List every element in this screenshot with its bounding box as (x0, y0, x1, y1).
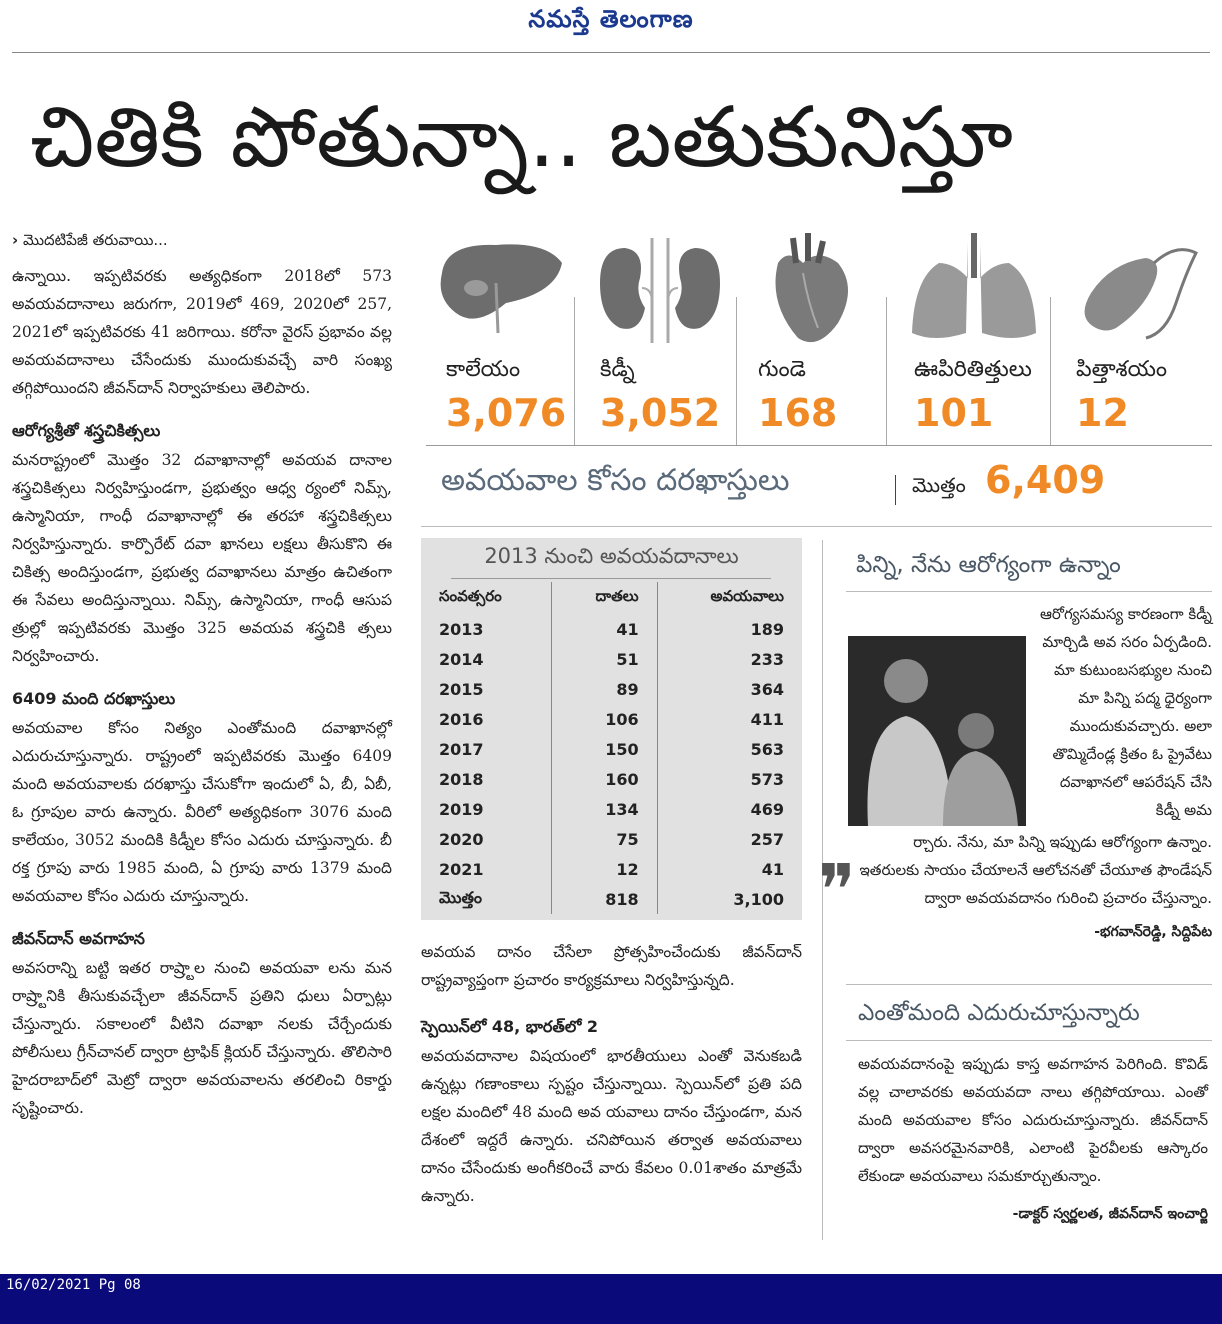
table-cell: 41 (761, 859, 784, 879)
table-cell: 257 (750, 829, 784, 849)
section-heading: ఆరోగ్యశ్రీతో శస్త్రచికిత్సలు (12, 421, 161, 440)
table-cell: 2014 (421, 644, 552, 674)
box1-text-a (1036, 600, 1212, 824)
table-row (421, 704, 802, 734)
box2-text (858, 1050, 1208, 1228)
donations-table (421, 582, 802, 914)
portrait-photo (848, 636, 1026, 826)
section-heading: 6409 మంది దరఖాస్తులు (12, 689, 176, 708)
liver-icon (436, 233, 568, 343)
divider (426, 445, 1212, 446)
column-header: దాతలు (552, 582, 657, 614)
requests-total: 6,409 (985, 458, 1106, 502)
box-title: ఎంతోమంది ఎదురుచూస్తున్నారు (858, 1000, 1140, 1026)
kicker (12, 226, 392, 254)
article-paragraph: అవసరాన్ని బట్టి ఇతర రాష్ర్టాల నుంచి అవయవా లను మన రాష్ర్టానికి తీసుకువచ్చేలా జీవన్‌దాన్ ప్రతిని ధులు ఏర్పాట్లు చేస్తున్నారు. సకాలంలో వీటిని దవాఖా నలకు చేర్చేందుకు పోలీసులు గ్రీన్‌చానల్ ద్వారా ట్రాఫిక్ క్లియర్ చేస్తున్నారు. తొలిసారి హైదరాబాద్‌లో మెట్రో ద్వారా అవయవాలను తరలించి రికార్డు సృష్టించారు. (12, 959, 392, 1117)
table-cell: 2019 (421, 794, 552, 824)
divider (846, 1040, 1212, 1041)
gallbladder-icon (1066, 233, 1206, 343)
table-cell: 2016 (421, 704, 552, 734)
table-cell: 41 (552, 614, 657, 644)
table-cell: 233 (750, 649, 784, 669)
divider (574, 297, 575, 445)
quote-text: అవయవదానంపై ఇప్పుడు కాస్త అవగాహన పెరిగింది. కొవిడ్ వల్ల చాలావరకు అవయవదా నాలు తగ్గిపోయాయి. ఎంతో మంది అవయవాల కోసం ఎదురుచూస్తున్నారు. జీవన్‌దాన్ ద్వారా అవసరమైనవారికి, ఎలాంటి పైరవీలకు ఆస్కారం లేకుండా అవయవాలు సమకూర్చుతున్నాం. (858, 1055, 1208, 1185)
left-column (12, 226, 392, 1122)
table-cell: 818 (552, 884, 657, 914)
table-cell: 364 (750, 679, 784, 699)
article-paragraph: అవయవదానాల విషయంలో భారతీయులు ఎంతో వెనుకబడి ఉన్నట్లు గణాంకాలు స్పష్టం చేస్తున్నాయి. స్పెయిన్‌లో ప్రతి పది లక్షల మందిలో 48 మంది అవ యవాలు దానం చేస్తుండగా, మన దేశంలో ఇద్దరే ఉన్నారు. చనిపోయిన తర్వాత అవయవాలు దానం చేసేందుకు అంగీకరించే వారు కేవలం 0.01శాతం మాత్రమే ఉన్నారు. (421, 1047, 802, 1205)
table-cell: 12 (552, 854, 657, 884)
table-cell: 160 (552, 764, 657, 794)
organ-name: పిత్తాశయం (1076, 357, 1168, 382)
table-cell: 75 (552, 824, 657, 854)
signature: -డాక్టర్ స్వర్ణలత, జీవన్‌దాన్ ఇంచార్జి (1012, 1206, 1208, 1222)
table-title: 2013 నుంచి అవయవదానాలు (484, 544, 739, 568)
box1-text-b (858, 828, 1212, 946)
table-row (421, 674, 802, 704)
organ-count: 3,076 (446, 391, 567, 435)
table-header-row (421, 582, 802, 614)
people-photo-icon (848, 636, 1026, 826)
quote-text: ర్చారు. నేను, మా పిన్ని ఇప్పుడు ఆరోగ్యంగా ఉన్నాం. ఇతరులకు సాయం చేయాలనే ఆలోచనతో చేయూత ఫౌండేషన్ ద్వారా అవయవదానం గురించి ప్రచారం చేస్తున్నాం. (859, 833, 1212, 907)
table-cell: 2017 (421, 734, 552, 764)
divider (1050, 297, 1051, 445)
organ-count: 101 (914, 391, 994, 435)
table-cell: 2021 (421, 854, 552, 884)
headline: చితికి పోతున్నా.. బతుకునిస్తూ (30, 88, 1014, 186)
article-paragraph: మనరాష్ట్రంలో మొత్తం 32 దవాఖానాల్లో అవయవ దానాల శస్త్రచికిత్సలు నిర్వహిస్తుండగా, ప్రభుత్వం ఆధ్వ ర్యంలో నిమ్స్, ఉస్మానియా, గాంధీ దవాఖానాల్లో ఈ తరహా శస్త్రచికిత్సలు నిర్వహిస్తున్నారు. కార్పొరేట్ దవా ఖానలు లక్షలు తీసుకొని ఈ చికిత్స అందిస్తుండగా, ప్రభుత్వ దవాఖానలు మాత్రం ఉచితంగా ఈ సేవలు అందిస్తున్నాయి. నిమ్స్, ఉస్మానియా, గాంధీ ఆసుప త్రుల్లో ఇప్పటివరకు మొత్తం 325 అవయవ శస్త్రచికి త్సలు నిర్వహించారు. (12, 451, 392, 665)
section-heading: స్పెయిన్‌లో 48, భారత్‌లో 2 (421, 1017, 599, 1036)
table-cell: 89 (552, 674, 657, 704)
organ-name: ఊపిరితిత్తులు (914, 357, 1032, 382)
organ-heart (740, 225, 890, 445)
article-paragraph: ఉన్నాయి. ఇప్పటివరకు అత్యధికంగా 2018లో 573 అవయవదానాలు జరుగగా, 2019లో 469, 2020లో 257, 2021లో ఇప్పటివరకు 41 జరిగాయి. కరోనా వైరస్ ప్రభావం వల్ల అవయవదానాలు చేసేందుకు ముందుకువచ్చే వారి సంఖ్య తగ్గిపోయిందని జీవన్‌దాన్ నిర్వాహకులు తెలిపారు. (12, 267, 392, 397)
organ-liver (428, 225, 578, 445)
table-cell: 2013 (421, 614, 552, 644)
donations-table-box (421, 538, 802, 920)
divider (886, 297, 887, 445)
table-cell: 150 (552, 734, 657, 764)
divider (12, 52, 1210, 53)
organ-count: 3,052 (600, 391, 721, 435)
table-cell: 2018 (421, 764, 552, 794)
masthead-logo: నమస్తే తెలంగాణ (528, 4, 694, 33)
section-heading: జీవన్‌దాన్ అవగాహన (12, 929, 145, 948)
requests-total-label: మొత్తం (912, 473, 966, 497)
organ-lungs (896, 225, 1046, 445)
divider (846, 591, 1212, 592)
table-cell: 106 (552, 704, 657, 734)
table-row (421, 824, 802, 854)
kidney-icon (590, 233, 730, 343)
column-header: అవయవాలు (710, 587, 784, 605)
table-cell: మొత్తం (421, 884, 552, 914)
table-row (421, 794, 802, 824)
footer-bar (0, 1274, 1222, 1324)
table-cell: 573 (750, 769, 784, 789)
footer-date: 16/02/2021 Pg 08 (6, 1277, 141, 1293)
table-cell: 134 (552, 794, 657, 824)
table-cell: 2020 (421, 824, 552, 854)
quote-text: ఆరోగ్యసమస్య కారణంగా కిడ్నీ మార్చిడి అవ సరం ఏర్పడింది. మా కుటుంబసభ్యుల నుంచి మా పిన్ని పద్మ ధైర్యంగా ముందుకువచ్చారు. అలా తొమ్మిదేండ్ల క్రితం ఓ ప్రైవేటు దవాఖానలో ఆపరేషన్ చేసి కిడ్నీ అమ (1039, 605, 1212, 819)
organ-name: కిడ్నీ (600, 357, 635, 382)
divider (451, 578, 771, 579)
table-row (421, 614, 802, 644)
middle-column (421, 938, 802, 1210)
signature: -భగవాన్‌రెడ్డి, సిద్దిపేట (1094, 924, 1212, 940)
table-cell: 469 (750, 799, 784, 819)
kicker-text: మొదటిపేజీ తరువాయి... (22, 231, 168, 249)
organ-gallbladder (1058, 225, 1208, 445)
organ-count: 12 (1076, 391, 1129, 435)
table-cell: 3,100 (733, 889, 784, 909)
masthead (0, 0, 1222, 40)
organ-name: కాలేయం (446, 357, 521, 382)
table-row (421, 734, 802, 764)
chevron-right-icon: › (12, 231, 19, 249)
organ-count: 168 (758, 391, 838, 435)
table-cell: 411 (750, 709, 784, 729)
table-cell: 563 (750, 739, 784, 759)
heart-icon (748, 233, 868, 353)
article-paragraph: అవయవ దానం చేసేలా ప్రోత్సహించేందుకు జీవన్‌దాన్ రాష్ట్రవ్యాప్తంగా ప్రచారం కార్యక్రమాలు నిర్వహిస్తున్నది. (421, 943, 802, 989)
box-title: పిన్ని, నేను ఆరోగ్యంగా ఉన్నాం (856, 552, 1121, 578)
divider (736, 297, 737, 445)
divider (421, 526, 1212, 527)
table-total-row (421, 884, 802, 914)
table-row (421, 764, 802, 794)
column-header: సంవత్సరం (421, 582, 552, 614)
organ-name: గుండె (758, 357, 806, 382)
table-row (421, 644, 802, 674)
table-cell: 189 (750, 619, 784, 639)
quote-icon: ❞ (818, 849, 856, 931)
organ-kidney (582, 225, 732, 445)
divider (895, 475, 896, 505)
table-row (421, 854, 802, 884)
divider (846, 984, 1212, 985)
requests-title: అవయవాల కోసం దరఖాస్తులు (441, 463, 790, 498)
lungs-icon (904, 233, 1044, 348)
article-paragraph: అవయవాల కోసం నిత్యం ఎంతోమంది దవాఖానల్లో ఎదురుచూస్తున్నారు. రాష్ట్రంలో ఇప్పటివరకు మొత్తం 6409 మంది అవయవాలకు దరఖాస్తు చేసుకోగా ఇందులో ఏ, బీ, ఏబీ, ఓ గ్రూపుల వారు ఉన్నారు. వీరిలో అత్యధికంగా 3076 మంది కాలేయం, 3052 మందికి కిడ్నీల కోసం ఎదురు చూస్తున్నారు. బీ రక్త గ్రూపు వారు 1985 మంది, ఏ గ్రూపు వారు 1379 మంది అవయవాల కోసం ఎదురు చూస్తున్నారు. (12, 719, 392, 905)
table-cell: 2015 (421, 674, 552, 704)
table-cell: 51 (552, 644, 657, 674)
